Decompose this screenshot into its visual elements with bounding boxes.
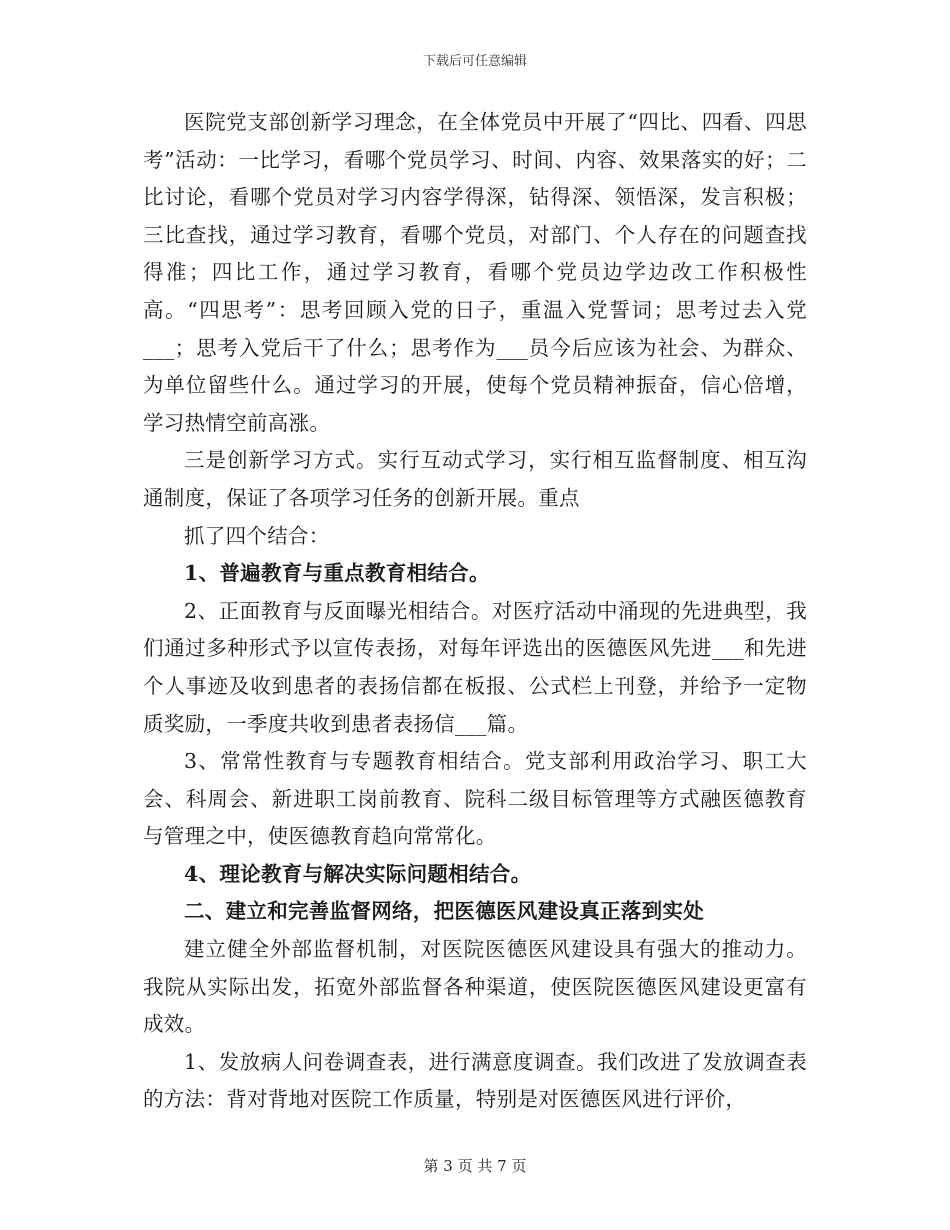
heading-combination-1: 1、普遍教育与重点教育相结合。 bbox=[184, 561, 490, 586]
paragraph-learning-method: 三是创新学习方式。实行互动式学习，实行相互监督制度、相互沟通制度，保证了各项学习任务的创新开展。重点 bbox=[143, 448, 807, 510]
page-footer: 第 3 页 共 7 页 bbox=[423, 1157, 527, 1175]
heading-combination-4: 4、理论教育与解决实际问题相结合。 bbox=[184, 861, 532, 886]
paragraph-combination-3: 3、常常性教育与专题教育相结合。党支部利用政治学习、职工大会、科周会、新进职工岗前教育、院科二级目标管理等方式融医德教育与管理之中，使医德教育趋向常常化。 bbox=[143, 749, 807, 849]
section-heading-supervision: 二、建立和完善监督网络，把医德医风建设真正落到实处 bbox=[184, 899, 704, 924]
page-header: 下载后可任意编辑 bbox=[422, 54, 527, 69]
paragraph-questionnaire: 1、发放病人问卷调查表，进行满意度调查。我们改进了发放调查表的方法：背对背地对医院工作质量，特别是对医德医风进行评价， bbox=[143, 1049, 807, 1112]
document-body bbox=[143, 104, 807, 1119]
paragraph-four-comparisons: 医院党支部创新学习理念，在全体党员中开展了“四比、四看、四思考”活动：一比学习，看哪个党员学习、时间、内容、效果落实的好；二比讨论，看哪个党员对学习内容学得深，钻得深、领悟深，发言积极；三比查找，通过学习教育，看哪个党员，对部门、个人存在的问题查找得准；四比工作，通过学习教育，看哪个党员边学边改工作积极性高。“四思考”：思考回顾入党的日子，重温入党誓词；思考过去入党___；思考入党后干了什么；思考作为___员今后应该为社会、为群众、为单位留些什么。通过学习的开展，使每个党员精神振奋，信心倍增，学习热情空前高涨。 bbox=[143, 110, 807, 435]
paragraph-combination-2: 2、正面教育与反面曝光相结合。对医疗活动中涌现的先进典型，我们通过多种形式予以宣传表扬，对每年评选出的医德医风先进___和先进个人事迹及收到患者的表扬信都在板报、公式栏上刊登，并给予一定物质奖励，一季度共收到患者表扬信___篇。 bbox=[143, 598, 807, 736]
paragraph-external-supervision: 建立健全外部监督机制，对医院医德医风建设具有强大的推动力。我院从实际出发，拓宽外部监督各种渠道，使医院医德医风建设更富有成效。 bbox=[143, 937, 807, 1037]
paragraph-four-combinations-intro: 抓了四个结合： bbox=[184, 523, 330, 548]
